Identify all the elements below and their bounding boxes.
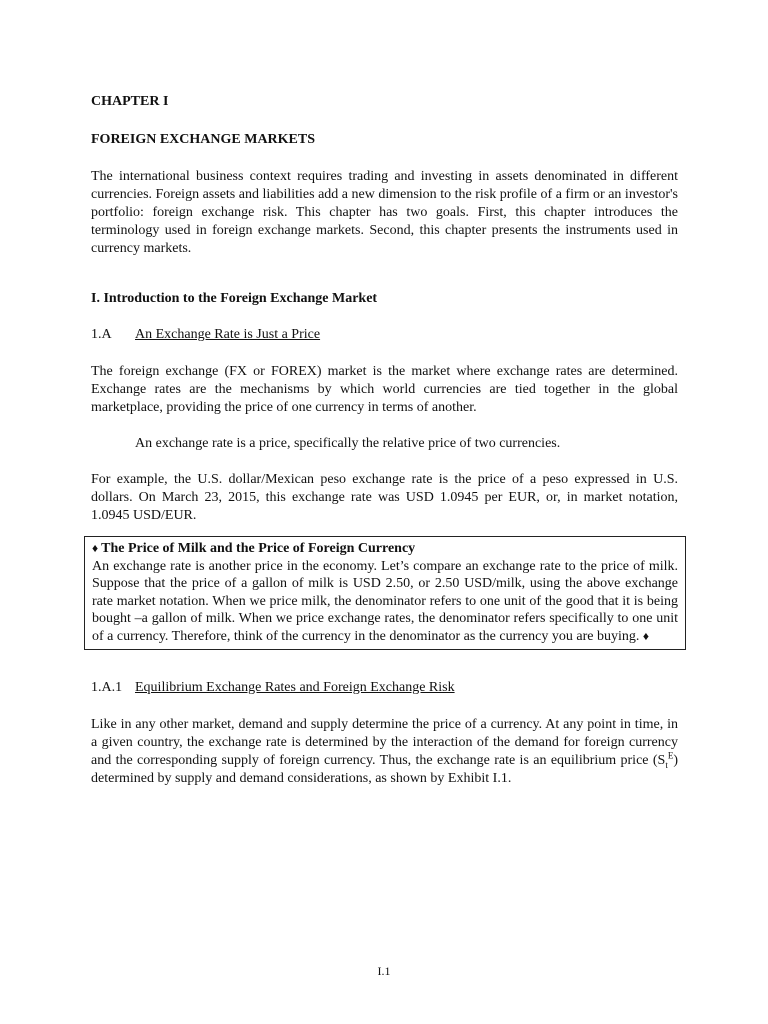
definition-quote: An exchange rate is a price, specifically the relative price of two currencies. xyxy=(135,436,561,451)
subsection-number: 1.A xyxy=(91,327,112,342)
eq-subscript: t xyxy=(665,759,668,770)
box-title xyxy=(92,540,678,558)
fx-market-paragraph: The foreign exchange (FX or FOREX) market is the market where exchange rates are determined. Exchange rates are the mechanisms by which world currencies are tied together in the global marketplace, providing the price of one currency in terms of another. xyxy=(91,364,678,415)
chapter-label: CHAPTER I xyxy=(91,94,169,109)
equilibrium-paragraph xyxy=(91,716,678,788)
subsection-heading-1a1 xyxy=(91,679,678,697)
subsection-title: An Exchange Rate is Just a Price xyxy=(135,327,321,342)
subsection-heading-1a xyxy=(91,326,678,344)
intro-paragraph: The international business context requires trading and investing in assets denominated in different currencies. Foreign assets and liabilities add a new dimension to the risk profile of a firm or an investor's portfolio: foreign exchange risk. This chapter has two goals. First, this chapter introduces the terminology used in foreign exchange markets. Second, this chapter presents the instruments used in currency markets. xyxy=(91,169,678,256)
end-diamond-icon: ♦ xyxy=(642,628,649,643)
example-paragraph: For example, the U.S. dollar/Mexican peso exchange rate is the price of a peso expressed in U.S. dollars. On March 23, 2015, this exchange rate was USD 1.0945 per EUR, or, in market notation, 1.0945 USD/EUR. xyxy=(91,472,678,523)
subsection-number: 1.A.1 xyxy=(91,679,123,695)
box-body-text: An exchange rate is another price in the economy. Let’s compare an exchange rate to the price of milk. Suppose that the price of a gallon of milk is USD 2.50, or 2.50 USD/milk, using the above exchange rate market notation. When we price milk, the denominator refers to one unit of the good that it is being bought –a gallon of milk. When we price exchange rates, the denominator refers specifically to one unit of a currency. Therefore, think of the currency in the denominator as the currency you are buying. xyxy=(92,558,678,644)
box-body xyxy=(92,558,678,646)
document-page xyxy=(91,93,678,788)
chapter-title: FOREIGN EXCHANGE MARKETS xyxy=(91,132,316,147)
equilibrium-text-start: Like in any other market, demand and supply determine the price of a currency. At any point in time, in a given country, the exchange rate is determined by the interaction of the demand for foreign currency and the corresponding supply of foreign currency. Thus, the exchange rate is an equilibrium price (S xyxy=(91,716,678,768)
milk-price-box xyxy=(84,536,686,650)
section-heading: I. Introduction to the Foreign Exchange Market xyxy=(91,291,378,306)
box-title-text: The Price of Milk and the Price of Foreign Currency xyxy=(101,541,416,556)
subsection-title: Equilibrium Exchange Rates and Foreign Exchange Risk xyxy=(135,679,455,695)
diamond-icon: ♦ xyxy=(92,541,99,555)
equilibrium-text-end: ) determined by supply and demand considerations, as shown by Exhibit I.1. xyxy=(91,752,678,786)
page-number: I.1 xyxy=(377,964,391,978)
eq-superscript: E xyxy=(667,749,674,760)
